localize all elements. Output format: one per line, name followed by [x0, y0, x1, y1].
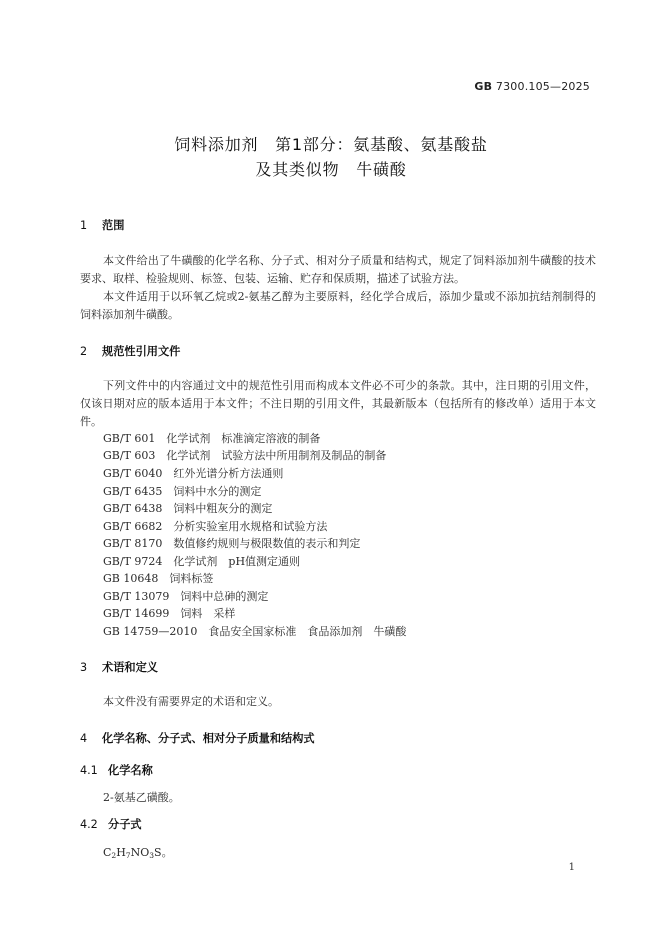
- molecular-formula: [103, 845, 173, 864]
- reference-item: GB/T 6438 饲料中粗灰分的测定: [103, 502, 273, 515]
- reference-item: GB 14759—2010 食品安全国家标准 食品添加剂 牛磺酸: [103, 625, 407, 638]
- section-1-paragraph-2: 本文件适用于以环氧乙烷或2-氨基乙醇为主要原料，经化学合成后，添加少量或不添加抗结剂制得的饲料添加剂牛磺酸。: [80, 290, 596, 321]
- formula-end: 。: [161, 846, 173, 859]
- subsection-title: 分子式: [108, 818, 142, 831]
- formula-carbon-count: 2: [111, 851, 117, 860]
- subsection-number: 4.2: [80, 818, 98, 831]
- reference-item: GB 10648 饲料标签: [103, 572, 214, 585]
- section-number: 1: [80, 219, 88, 232]
- reference-item: GB/T 8170 数值修约规则与极限数值的表示和判定: [103, 537, 361, 550]
- section-4-1-heading: [80, 763, 153, 779]
- document-title-line-2: 及其类似物 牛磺酸: [255, 160, 407, 179]
- section-2-heading: [80, 344, 180, 360]
- reference-item: GB/T 6040 红外光谱分析方法通则: [103, 467, 284, 480]
- reference-item: GB/T 14699 饲料 采样: [103, 607, 236, 620]
- section-title: 范围: [102, 219, 125, 232]
- page-number: 1: [568, 862, 575, 873]
- formula-hydrogen: H: [116, 846, 126, 859]
- formula-sulfur: S: [154, 846, 162, 859]
- formula-carbon: C: [103, 846, 112, 859]
- section-3-heading: [80, 660, 158, 676]
- section-4-heading: [80, 731, 315, 747]
- reference-item: GB/T 603 化学试剂 试验方法中所用制剂及制品的制备: [103, 449, 387, 462]
- reference-item: GB/T 6435 饲料中水分的测定: [103, 485, 262, 498]
- reference-item: GB/T 9724 化学试剂 pH值测定通则: [103, 555, 301, 568]
- reference-item: GB/T 6682 分析实验室用水规格和试验方法: [103, 520, 328, 533]
- section-title: 化学名称、分子式、相对分子质量和结构式: [102, 732, 315, 745]
- subsection-title: 化学名称: [108, 764, 153, 777]
- formula-oxygen-count: 3: [149, 851, 155, 860]
- section-4-2-heading: [80, 817, 142, 833]
- reference-item: GB/T 13079 饲料中总砷的测定: [103, 590, 269, 603]
- chemical-name: 2-氨基乙磺酸。: [103, 791, 180, 804]
- formula-hydrogen-count: 7: [125, 851, 131, 860]
- section-title: 术语和定义: [102, 661, 158, 674]
- section-1-paragraph-1: 本文件给出了牛磺酸的化学名称、分子式、相对分子质量和结构式，规定了饲料添加剂牛磺酸的技术要求、取样、检验规则、标签、包装、运输、贮存和保质期，描述了试验方法。: [80, 254, 596, 285]
- section-number: 2: [80, 345, 88, 358]
- section-title: 规范性引用文件: [102, 345, 181, 358]
- subsection-number: 4.1: [80, 764, 98, 777]
- section-1-heading: [80, 218, 124, 234]
- section-3-paragraph: 本文件没有需要界定的术语和定义。: [103, 695, 279, 708]
- section-2-paragraph: 下列文件中的内容通过文中的规范性引用而构成本文件必不可少的条款。其中，注日期的引用文件，仅该日期对应的版本适用于本文件；不注日期的引用文件，其最新版本（包括所有的修改单）适用于本文件。: [80, 379, 596, 428]
- standard-code: 7300.105—2025: [495, 80, 590, 93]
- section-number: 4: [80, 732, 88, 745]
- reference-item: GB/T 601 化学试剂 标准滴定溶液的制备: [103, 432, 321, 445]
- standard-number: [474, 80, 590, 93]
- formula-nitrogen-oxygen: NO: [130, 846, 150, 859]
- section-number: 3: [80, 661, 88, 674]
- document-title-line-1: 饲料添加剂 第1部分：氨基酸、氨基酸盐: [174, 135, 488, 154]
- standard-prefix: GB: [474, 80, 493, 93]
